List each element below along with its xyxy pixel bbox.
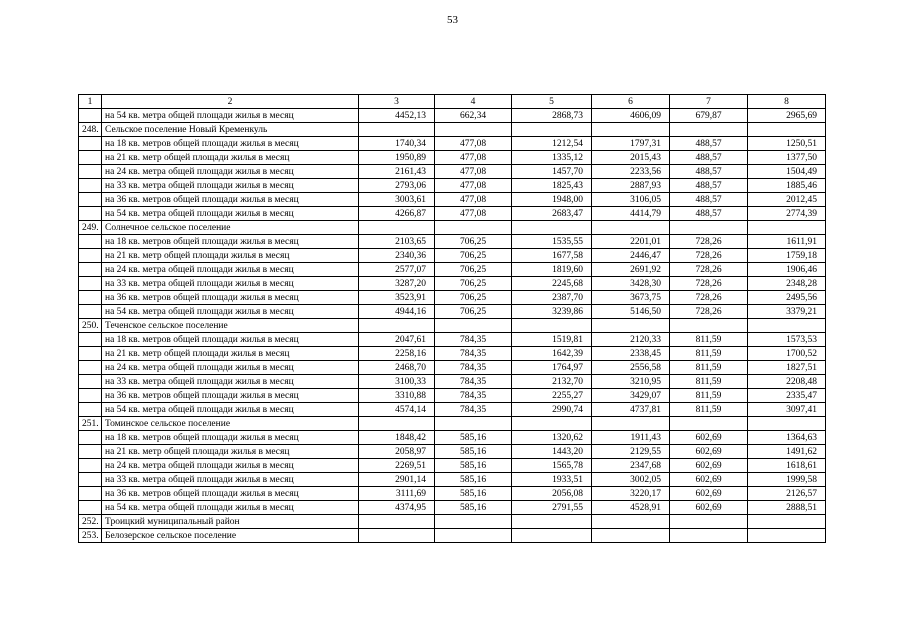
value-cell: 706,25 [435,249,512,263]
row-label: Троицкий муниципальный район [102,515,359,529]
value-cell: 1677,58 [512,249,592,263]
value-cell: 706,25 [435,291,512,305]
row-label: на 54 кв. метра общей площади жилья в месяц [102,109,359,123]
value-cell: 4574,14 [359,403,435,417]
value-cell: 1250,51 [748,137,826,151]
row-number [79,291,102,305]
value-cell: 2683,47 [512,207,592,221]
value-cell: 3106,05 [592,193,670,207]
value-cell: 3287,20 [359,277,435,291]
value-cell: 728,26 [670,305,748,319]
value-cell: 728,26 [670,235,748,249]
value-cell: 477,08 [435,193,512,207]
row-number [79,431,102,445]
row-label: на 24 кв. метра общей площади жилья в месяц [102,459,359,473]
row-number [79,235,102,249]
row-number [79,459,102,473]
value-cell: 602,69 [670,501,748,515]
value-cell: 4266,87 [359,207,435,221]
value-cell [748,123,826,137]
row-label: Томинское сельское поселение [102,417,359,431]
value-cell: 784,35 [435,361,512,375]
value-cell: 706,25 [435,305,512,319]
value-cell: 3429,07 [592,389,670,403]
value-cell: 1740,34 [359,137,435,151]
value-cell: 2990,74 [512,403,592,417]
value-cell [359,319,435,333]
value-cell: 1825,43 [512,179,592,193]
table-row [79,291,826,305]
value-cell: 1759,18 [748,249,826,263]
value-cell: 1797,31 [592,137,670,151]
row-label: на 36 кв. метров общей площади жилья в месяц [102,193,359,207]
row-label: на 21 кв. метр общей площади жилья в месяц [102,249,359,263]
value-cell [592,529,670,543]
value-cell: 585,16 [435,431,512,445]
value-cell [670,515,748,529]
value-cell [670,529,748,543]
row-label: на 36 кв. метров общей площади жилья в месяц [102,291,359,305]
table-row [79,123,826,137]
value-cell: 2012,45 [748,193,826,207]
table-header-row [79,95,826,109]
value-cell: 1335,12 [512,151,592,165]
table-row [79,319,826,333]
value-cell: 2348,28 [748,277,826,291]
value-cell: 1618,61 [748,459,826,473]
value-cell: 2047,61 [359,333,435,347]
row-number: 251. [79,417,102,431]
value-cell: 585,16 [435,487,512,501]
row-number [79,179,102,193]
value-cell: 1764,97 [512,361,592,375]
row-label: на 54 кв. метра общей площади жилья в месяц [102,305,359,319]
value-cell: 1519,81 [512,333,592,347]
row-number: 250. [79,319,102,333]
row-number [79,249,102,263]
table-row [79,221,826,235]
value-cell: 1819,60 [512,263,592,277]
value-cell: 1491,62 [748,445,826,459]
value-cell: 2103,65 [359,235,435,249]
column-header: 5 [512,95,592,109]
table-row [79,179,826,193]
row-label: на 54 кв. метра общей площади жилья в месяц [102,207,359,221]
value-cell: 3310,88 [359,389,435,403]
value-cell: 811,59 [670,361,748,375]
value-cell: 1611,91 [748,235,826,249]
value-cell: 585,16 [435,445,512,459]
value-cell [670,319,748,333]
value-cell [512,221,592,235]
row-label: на 18 кв. метров общей площади жилья в месяц [102,137,359,151]
value-cell: 2965,69 [748,109,826,123]
row-label: на 33 кв. метра общей площади жилья в месяц [102,179,359,193]
value-cell: 4452,13 [359,109,435,123]
value-cell: 3523,91 [359,291,435,305]
value-cell: 2132,70 [512,375,592,389]
table-row [79,193,826,207]
row-number [79,263,102,277]
row-label: на 24 кв. метра общей площади жилья в месяц [102,263,359,277]
row-number [79,151,102,165]
table-row [79,431,826,445]
value-cell: 488,57 [670,165,748,179]
value-cell: 2791,55 [512,501,592,515]
column-header: 4 [435,95,512,109]
row-label: на 21 кв. метр общей площади жилья в месяц [102,347,359,361]
row-label: на 36 кв. метров общей площади жилья в месяц [102,389,359,403]
row-label: на 18 кв. метров общей площади жилья в месяц [102,235,359,249]
column-header: 7 [670,95,748,109]
value-cell [748,319,826,333]
row-number [79,277,102,291]
value-cell: 1573,53 [748,333,826,347]
value-cell: 728,26 [670,263,748,277]
value-cell: 2335,47 [748,389,826,403]
value-cell: 2887,93 [592,179,670,193]
value-cell: 4414,79 [592,207,670,221]
value-cell: 784,35 [435,389,512,403]
value-cell [592,417,670,431]
row-label: на 18 кв. метров общей площади жилья в месяц [102,431,359,445]
row-label: на 24 кв. метра общей площади жилья в месяц [102,361,359,375]
row-label: на 36 кв. метров общей площади жилья в месяц [102,487,359,501]
table-row [79,151,826,165]
table-row [79,137,826,151]
value-cell: 706,25 [435,263,512,277]
value-cell: 3100,33 [359,375,435,389]
value-cell: 2258,16 [359,347,435,361]
row-number [79,473,102,487]
row-number: 248. [79,123,102,137]
table-row [79,473,826,487]
table-row [79,487,826,501]
value-cell: 488,57 [670,137,748,151]
value-cell [359,417,435,431]
table-row [79,109,826,123]
row-number [79,333,102,347]
value-cell: 477,08 [435,179,512,193]
value-cell: 2868,73 [512,109,592,123]
value-cell [512,529,592,543]
tariff-table [78,94,826,543]
row-number: 249. [79,221,102,235]
row-number [79,403,102,417]
value-cell: 3220,17 [592,487,670,501]
value-cell: 477,08 [435,137,512,151]
value-cell: 1443,20 [512,445,592,459]
value-cell: 2255,27 [512,389,592,403]
row-label: Теченское сельское поселение [102,319,359,333]
table-row [79,445,826,459]
table-row [79,165,826,179]
value-cell: 2888,51 [748,501,826,515]
value-cell: 488,57 [670,193,748,207]
value-cell [435,515,512,529]
value-cell: 3239,86 [512,305,592,319]
row-label: на 54 кв. метра общей площади жилья в месяц [102,501,359,515]
table-row [79,389,826,403]
row-label: на 18 кв. метров общей площади жилья в месяц [102,333,359,347]
table-row [79,347,826,361]
value-cell: 1885,46 [748,179,826,193]
table-row [79,515,826,529]
value-cell: 2338,45 [592,347,670,361]
row-number [79,137,102,151]
table-body [79,95,826,543]
table-row [79,249,826,263]
row-number [79,347,102,361]
value-cell: 4944,16 [359,305,435,319]
row-number: 253. [79,529,102,543]
value-cell: 3002,05 [592,473,670,487]
value-cell: 1535,55 [512,235,592,249]
value-cell: 1911,43 [592,431,670,445]
value-cell: 602,69 [670,445,748,459]
value-cell: 2056,08 [512,487,592,501]
row-label: на 24 кв. метра общей площади жилья в месяц [102,165,359,179]
value-cell: 679,87 [670,109,748,123]
value-cell: 477,08 [435,207,512,221]
value-cell: 784,35 [435,403,512,417]
value-cell: 1364,63 [748,431,826,445]
row-number [79,501,102,515]
value-cell: 602,69 [670,487,748,501]
value-cell [435,123,512,137]
value-cell: 706,25 [435,277,512,291]
value-cell: 1700,52 [748,347,826,361]
table-row [79,263,826,277]
value-cell: 4606,09 [592,109,670,123]
value-cell [512,417,592,431]
value-cell [512,123,592,137]
value-cell [592,221,670,235]
value-cell [670,417,748,431]
row-label: Сельское поселение Новый Кременкуль [102,123,359,137]
value-cell: 3003,61 [359,193,435,207]
value-cell: 585,16 [435,473,512,487]
table-row [79,361,826,375]
value-cell: 4528,91 [592,501,670,515]
value-cell: 811,59 [670,403,748,417]
value-cell: 3111,69 [359,487,435,501]
value-cell: 1565,78 [512,459,592,473]
value-cell: 2556,58 [592,361,670,375]
row-label: Солнечное сельское поселение [102,221,359,235]
row-label: на 33 кв. метра общей площади жилья в месяц [102,473,359,487]
value-cell: 784,35 [435,347,512,361]
row-number [79,207,102,221]
value-cell: 3210,95 [592,375,670,389]
value-cell: 2691,92 [592,263,670,277]
row-number [79,361,102,375]
row-label: на 33 кв. метра общей площади жилья в месяц [102,375,359,389]
value-cell: 662,34 [435,109,512,123]
value-cell: 2129,55 [592,445,670,459]
value-cell: 811,59 [670,375,748,389]
table-row [79,207,826,221]
row-number [79,109,102,123]
value-cell: 2577,07 [359,263,435,277]
row-number [79,305,102,319]
value-cell [748,417,826,431]
value-cell [359,529,435,543]
value-cell: 477,08 [435,151,512,165]
value-cell: 3097,41 [748,403,826,417]
value-cell: 4737,81 [592,403,670,417]
value-cell: 1642,39 [512,347,592,361]
table-row [79,235,826,249]
row-number [79,165,102,179]
value-cell: 1504,49 [748,165,826,179]
value-cell [435,529,512,543]
value-cell [512,515,592,529]
value-cell: 728,26 [670,249,748,263]
row-label: на 21 кв. метр общей площади жилья в месяц [102,151,359,165]
value-cell: 811,59 [670,347,748,361]
value-cell: 2269,51 [359,459,435,473]
value-cell: 602,69 [670,459,748,473]
value-cell: 3379,21 [748,305,826,319]
table-row [79,529,826,543]
value-cell: 488,57 [670,179,748,193]
value-cell: 1457,70 [512,165,592,179]
column-header: 2 [102,95,359,109]
value-cell: 728,26 [670,277,748,291]
value-cell: 1212,54 [512,137,592,151]
value-cell: 811,59 [670,333,748,347]
value-cell: 728,26 [670,291,748,305]
value-cell: 706,25 [435,235,512,249]
value-cell [435,417,512,431]
column-header: 3 [359,95,435,109]
value-cell: 602,69 [670,473,748,487]
value-cell: 2468,70 [359,361,435,375]
value-cell: 784,35 [435,333,512,347]
value-cell: 2058,97 [359,445,435,459]
value-cell: 1377,50 [748,151,826,165]
value-cell: 2126,57 [748,487,826,501]
value-cell [748,221,826,235]
value-cell: 5146,50 [592,305,670,319]
value-cell [670,221,748,235]
page-number: 53 [447,14,458,26]
value-cell: 1827,51 [748,361,826,375]
value-cell [592,319,670,333]
column-header: 8 [748,95,826,109]
row-number [79,375,102,389]
value-cell [359,515,435,529]
row-label: Белозерское сельское поселение [102,529,359,543]
column-header: 1 [79,95,102,109]
value-cell: 1848,42 [359,431,435,445]
table-row [79,501,826,515]
row-label: на 21 кв. метр общей площади жилья в месяц [102,445,359,459]
value-cell: 2161,43 [359,165,435,179]
value-cell [592,123,670,137]
value-cell: 1906,46 [748,263,826,277]
value-cell: 2495,56 [748,291,826,305]
value-cell: 4374,95 [359,501,435,515]
value-cell: 2340,36 [359,249,435,263]
table-row [79,375,826,389]
value-cell [748,529,826,543]
value-cell: 3673,75 [592,291,670,305]
row-label: на 33 кв. метра общей площади жилья в месяц [102,277,359,291]
row-number [79,445,102,459]
table-row [79,417,826,431]
value-cell [748,515,826,529]
value-cell: 2233,56 [592,165,670,179]
value-cell: 2446,47 [592,249,670,263]
value-cell: 2201,01 [592,235,670,249]
value-cell: 2015,43 [592,151,670,165]
value-cell: 488,57 [670,207,748,221]
value-cell [435,319,512,333]
value-cell: 1320,62 [512,431,592,445]
value-cell: 488,57 [670,151,748,165]
table-row [79,277,826,291]
value-cell: 1999,58 [748,473,826,487]
value-cell: 1948,00 [512,193,592,207]
row-label: на 54 кв. метра общей площади жилья в месяц [102,403,359,417]
value-cell: 2347,68 [592,459,670,473]
row-number [79,193,102,207]
column-header: 6 [592,95,670,109]
value-cell [512,319,592,333]
value-cell: 477,08 [435,165,512,179]
value-cell: 602,69 [670,431,748,445]
value-cell [359,123,435,137]
value-cell: 585,16 [435,501,512,515]
value-cell [359,221,435,235]
value-cell: 2245,68 [512,277,592,291]
value-cell: 585,16 [435,459,512,473]
table-row [79,333,826,347]
value-cell: 2901,14 [359,473,435,487]
value-cell: 1950,89 [359,151,435,165]
row-number: 252. [79,515,102,529]
value-cell: 2208,48 [748,375,826,389]
value-cell: 2793,06 [359,179,435,193]
row-number [79,389,102,403]
table-row [79,403,826,417]
value-cell: 3428,30 [592,277,670,291]
value-cell: 811,59 [670,389,748,403]
value-cell [435,221,512,235]
value-cell: 784,35 [435,375,512,389]
row-number [79,487,102,501]
value-cell: 2387,70 [512,291,592,305]
table-row [79,305,826,319]
value-cell: 2774,39 [748,207,826,221]
table-row [79,459,826,473]
value-cell [592,515,670,529]
value-cell [670,123,748,137]
value-cell: 2120,33 [592,333,670,347]
value-cell: 1933,51 [512,473,592,487]
